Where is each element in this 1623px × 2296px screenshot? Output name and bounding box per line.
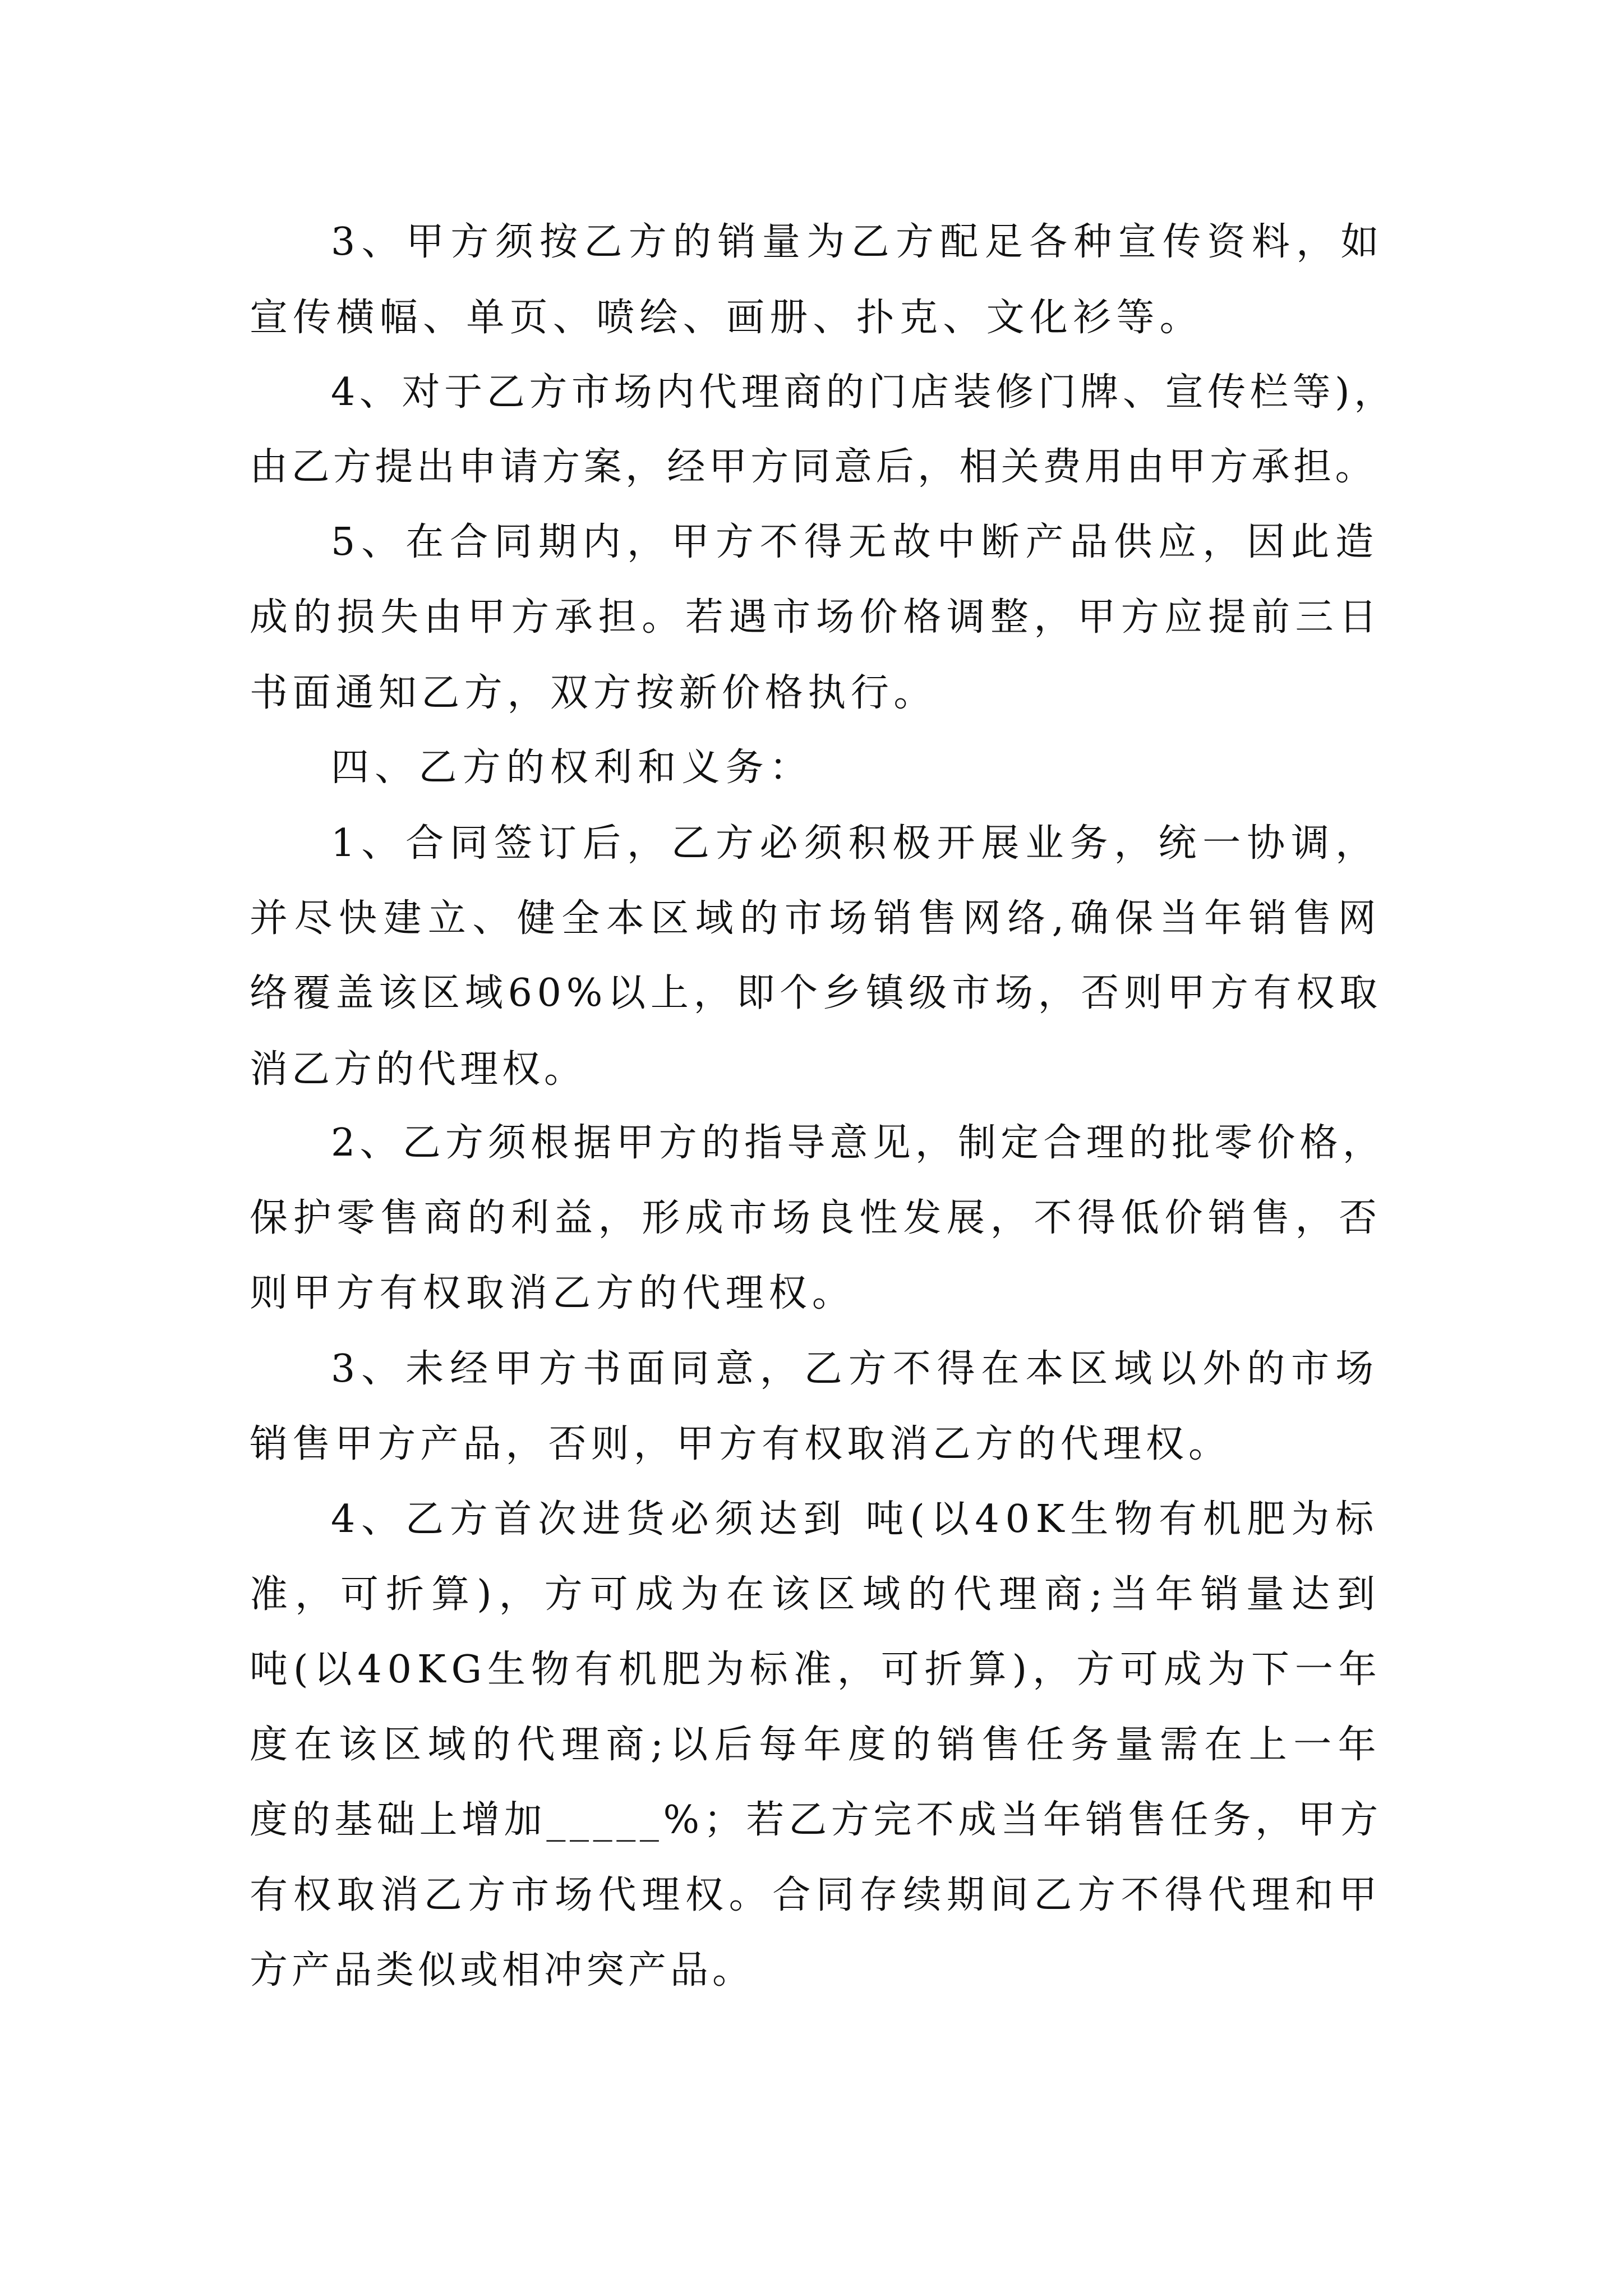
paragraph-line: 成的损失由甲方承担。若遇市场价格调整，甲方应提前三日: [250, 595, 1382, 639]
paragraph-line: 2、乙方须根据甲方的指导意见，制定合理的批零价格，: [331, 1121, 1386, 1165]
paragraph-line: 销售甲方产品，否则，甲方有权取消乙方的代理权。: [250, 1422, 1232, 1466]
paragraph-line: 则甲方有权取消乙方的代理权。: [250, 1271, 855, 1315]
paragraph-line: 度的基础上增加_____%；若乙方完不成当年销售任务，甲方: [250, 1798, 1382, 1842]
paragraph-line: 5、在合同期内，甲方不得无故中断产品供应，因此造: [331, 520, 1380, 564]
paragraph-line: 4、乙方首次进货必须达到 吨(以40K生物有机肥为标: [331, 1497, 1380, 1542]
paragraph-line: 宣传横幅、单页、喷绘、画册、扑克、文化衫等。: [250, 296, 1203, 340]
paragraph-line: 消乙方的代理权。: [250, 1047, 587, 1092]
paragraph-line: 吨(以40KG生物有机肥为标准，可折算)，方可成为下一年: [250, 1648, 1382, 1692]
paragraph-line: 3、甲方须按乙方的销量为乙方配足各种宣传资料，如: [331, 220, 1385, 264]
paragraph-line: 书面通知乙方，双方按新价格执行。: [250, 671, 937, 715]
paragraph-line: 准，可折算)，方可成为在该区域的代理商;当年销量达到: [250, 1572, 1382, 1617]
paragraph-line: 4、对于乙方市场内代理商的门店装修门牌、宣传栏等)，: [331, 370, 1396, 415]
paragraph-line: 由乙方提出申请方案，经甲方同意后，相关费用由甲方承担。: [250, 445, 1377, 489]
paragraph-line: 络覆盖该区域60%以上，即个乡镇级市场，否则甲方有权取: [250, 971, 1382, 1015]
paragraph-line: 1、合同签订后，乙方必须积极开展业务，统一协调，: [331, 821, 1380, 866]
paragraph-line: 并尽快建立、健全本区域的市场销售网络,确保当年销售网: [250, 896, 1383, 941]
paragraph-line: 保护零售商的利益，形成市场良性发展，不得低价销售，否: [250, 1196, 1382, 1240]
section-heading: 四、乙方的权利和义务：: [331, 746, 813, 790]
paragraph-line: 有权取消乙方市场代理权。合同存续期间乙方不得代理和甲: [250, 1873, 1382, 1917]
paragraph-line: 方产品类似或相冲突产品。: [250, 1948, 755, 1993]
paragraph-line: 度在该区域的代理商;以后每年度的销售任务量需在上一年: [250, 1723, 1383, 1767]
paragraph-line: 3、未经甲方书面同意，乙方不得在本区域以外的市场: [331, 1347, 1380, 1391]
